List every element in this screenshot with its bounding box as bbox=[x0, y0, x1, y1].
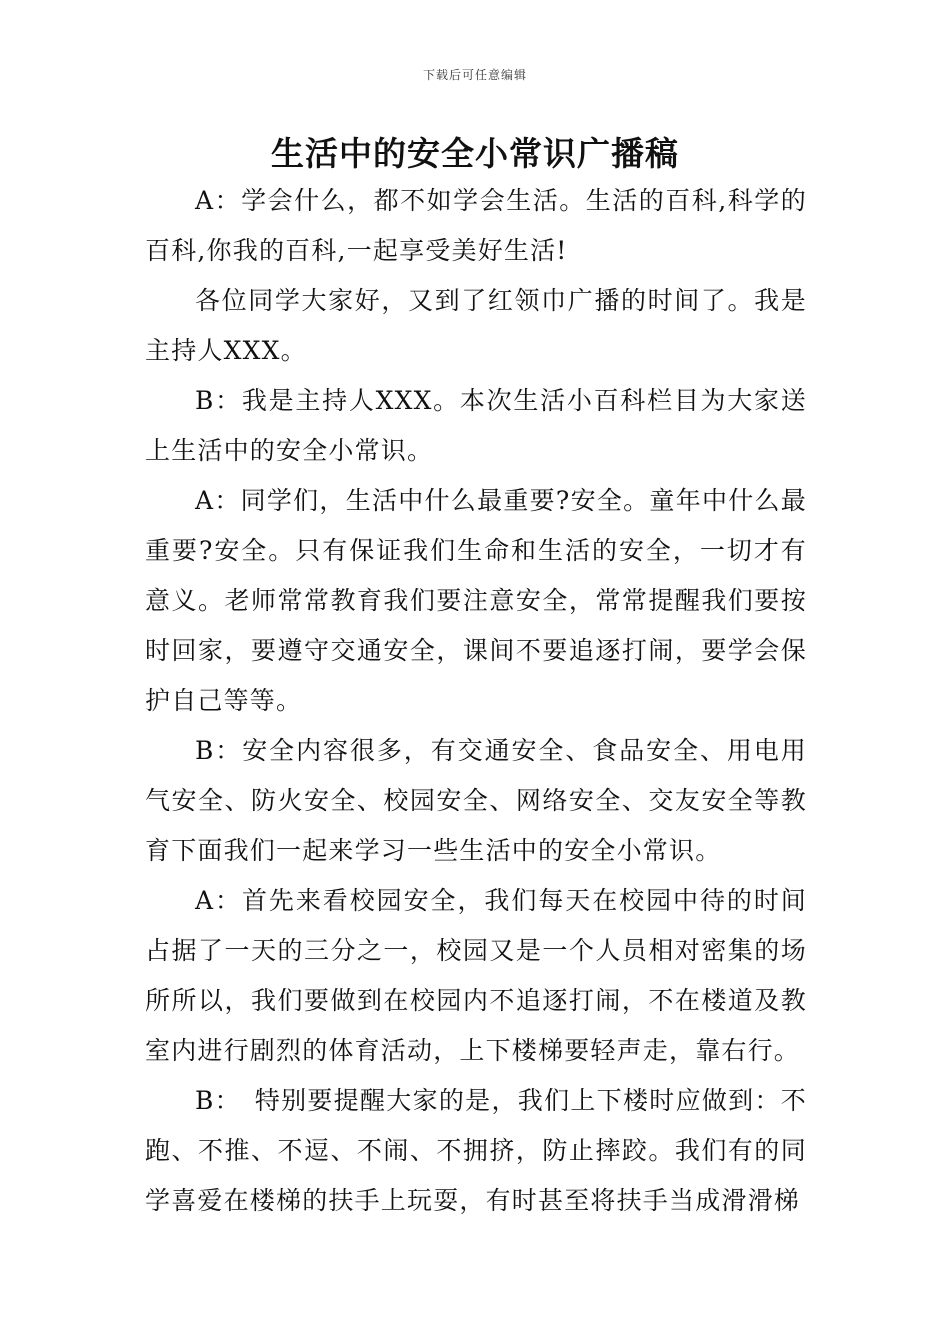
paragraph-2: 各位同学大家好，又到了红领巾广播的时间了。我是主持人XXX。 bbox=[145, 286, 807, 365]
header-note: 下载后可任意编辑 bbox=[422, 68, 527, 82]
paragraph-3: B：我是主持人XXX。本次生活小百科栏目为大家送上生活中的安全小常识。 bbox=[145, 386, 807, 465]
document-title: 生活中的安全小常识广播稿 bbox=[271, 134, 679, 173]
paragraph-4: A：同学们，生活中什么最重要?安全。童年中什么最重要?安全。只有保证我们生命和生活的安全，一切才有意义。老师常常教育我们要注意安全，常常提醒我们要按时回家，要遵守交通安全，课间不要追逐打闹，要学会保护自己等等。 bbox=[145, 486, 807, 715]
paragraph-1: A：学会什么，都不如学会生活。生活的百科,科学的百科,你我的百科,一起享受美好生活! bbox=[145, 186, 807, 265]
document-body bbox=[145, 176, 807, 1226]
paragraph-6: A：首先来看校园安全，我们每天在校园中待的时间占据了一天的三分之一，校园又是一个人员相对密集的场所所以，我们要做到在校园内不追逐打闹，不在楼道及教室内进行剧烈的体育活动，上下楼梯要轻声走，靠右行。 bbox=[145, 886, 807, 1065]
paragraph-5: B：安全内容很多，有交通安全、食品安全、用电用气安全、防火安全、校园安全、网络安全、交友安全等教育下面我们一起来学习一些生活中的安全小常识。 bbox=[145, 736, 807, 865]
paragraph-7: B： 特别要提醒大家的是，我们上下楼时应做到：不跑、不推、不逗、不闹、不拥挤，防止摔跤。我们有的同学喜爱在楼梯的扶手上玩耍，有时甚至将扶手当成滑滑梯 bbox=[145, 1086, 807, 1215]
